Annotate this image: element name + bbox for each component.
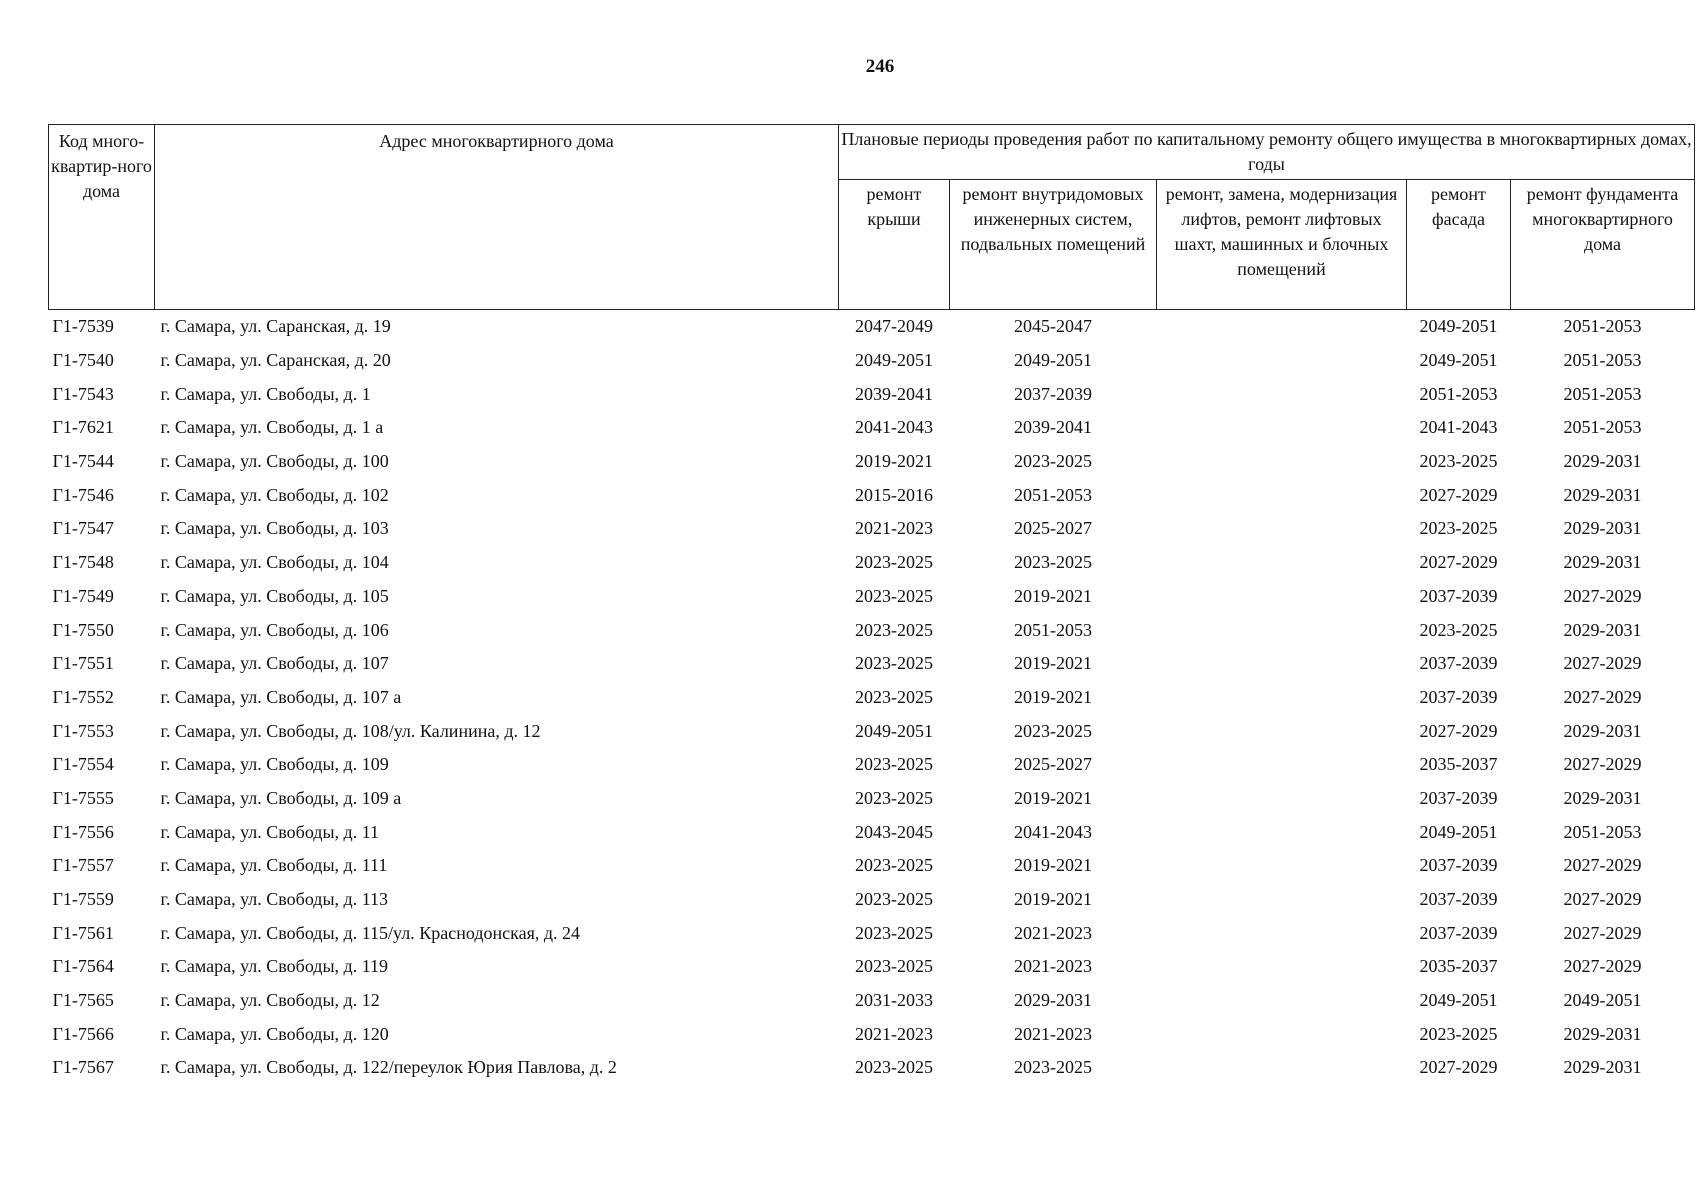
cell-engineering: 2039-2041 bbox=[1014, 417, 1092, 438]
header-row-top bbox=[49, 125, 1695, 180]
cell-address: г. Самара, ул. Свободы, д. 108/ул. Калинина, д. 12 bbox=[160, 720, 541, 741]
cell-code: Г1-7544 bbox=[52, 451, 114, 472]
table-row bbox=[49, 1017, 1695, 1051]
cell-elevators bbox=[1157, 512, 1407, 546]
page-number: 246 bbox=[865, 56, 895, 77]
cell-foundation: 2029-2031 bbox=[1563, 451, 1642, 472]
cell-foundation: 2049-2051 bbox=[1563, 990, 1642, 1011]
cell-roof: 2023-2025 bbox=[855, 787, 933, 808]
cell-facade: 2037-2039 bbox=[1419, 787, 1498, 808]
header-foundation: ремонт фундамента многоквартирного дома bbox=[1511, 180, 1695, 310]
cell-elevators bbox=[1157, 916, 1407, 950]
cell-engineering: 2041-2043 bbox=[1014, 821, 1092, 842]
table-row bbox=[49, 916, 1695, 950]
cell-code: Г1-7548 bbox=[52, 552, 114, 573]
cell-facade: 2051-2053 bbox=[1419, 383, 1498, 404]
cell-foundation: 2051-2053 bbox=[1563, 350, 1642, 371]
cell-facade: 2023-2025 bbox=[1419, 1023, 1498, 1044]
cell-address: г. Самара, ул. Саранская, д. 19 bbox=[160, 316, 391, 337]
cell-facade: 2049-2051 bbox=[1419, 316, 1498, 337]
cell-code: Г1-7557 bbox=[52, 855, 114, 876]
table-row bbox=[49, 613, 1695, 647]
cell-foundation: 2051-2053 bbox=[1563, 417, 1642, 438]
cell-facade: 2049-2051 bbox=[1419, 990, 1498, 1011]
cell-facade: 2037-2039 bbox=[1419, 653, 1498, 674]
cell-elevators bbox=[1157, 782, 1407, 816]
cell-roof: 2023-2025 bbox=[855, 855, 933, 876]
cell-engineering: 2023-2025 bbox=[1014, 1057, 1092, 1078]
cell-address: г. Самара, ул. Свободы, д. 119 bbox=[160, 956, 389, 977]
cell-engineering: 2051-2053 bbox=[1014, 619, 1092, 640]
cell-elevators bbox=[1157, 714, 1407, 748]
cell-engineering: 2023-2025 bbox=[1014, 552, 1092, 573]
header-elevators: ремонт, замена, модернизация лифтов, ремонт лифтовых шахт, машинных и блочных помещений bbox=[1157, 180, 1407, 310]
cell-foundation: 2029-2031 bbox=[1563, 518, 1642, 539]
cell-code: Г1-7564 bbox=[52, 956, 114, 977]
cell-elevators bbox=[1157, 950, 1407, 984]
cell-address: г. Самара, ул. Свободы, д. 104 bbox=[160, 552, 389, 573]
cell-facade: 2027-2029 bbox=[1419, 720, 1498, 741]
cell-code: Г1-7551 bbox=[52, 653, 114, 674]
cell-facade: 2023-2025 bbox=[1419, 518, 1498, 539]
cell-roof: 2031-2033 bbox=[855, 990, 933, 1011]
cell-elevators bbox=[1157, 748, 1407, 782]
cell-foundation: 2051-2053 bbox=[1563, 316, 1642, 337]
cell-elevators bbox=[1157, 613, 1407, 647]
cell-roof: 2019-2021 bbox=[855, 451, 933, 472]
cell-roof: 2039-2041 bbox=[855, 383, 933, 404]
cell-elevators bbox=[1157, 580, 1407, 614]
cell-code: Г1-7559 bbox=[52, 889, 114, 910]
cell-engineering: 2021-2023 bbox=[1014, 922, 1092, 943]
cell-engineering: 2019-2021 bbox=[1014, 855, 1092, 876]
cell-foundation: 2027-2029 bbox=[1563, 889, 1642, 910]
cell-code: Г1-7546 bbox=[52, 484, 114, 505]
cell-roof: 2021-2023 bbox=[855, 518, 933, 539]
cell-address: г. Самара, ул. Саранская, д. 20 bbox=[160, 350, 391, 371]
table-header bbox=[49, 125, 1695, 310]
cell-roof: 2023-2025 bbox=[855, 585, 933, 606]
cell-roof: 2023-2025 bbox=[855, 956, 933, 977]
cell-elevators bbox=[1157, 984, 1407, 1018]
cell-foundation: 2029-2031 bbox=[1563, 787, 1642, 808]
cell-code: Г1-7561 bbox=[52, 922, 114, 943]
cell-elevators bbox=[1157, 647, 1407, 681]
cell-roof: 2043-2045 bbox=[855, 821, 933, 842]
cell-elevators bbox=[1157, 411, 1407, 445]
cell-code: Г1-7621 bbox=[52, 417, 114, 438]
table-row bbox=[49, 883, 1695, 917]
cell-foundation: 2029-2031 bbox=[1563, 552, 1642, 573]
cell-elevators bbox=[1157, 1017, 1407, 1051]
cell-roof: 2023-2025 bbox=[855, 552, 933, 573]
cell-roof: 2023-2025 bbox=[855, 922, 933, 943]
cell-elevators bbox=[1157, 849, 1407, 883]
cell-engineering: 2019-2021 bbox=[1014, 686, 1092, 707]
header-facade: ремонт фасада bbox=[1407, 180, 1511, 310]
table-row bbox=[49, 647, 1695, 681]
cell-facade: 2027-2029 bbox=[1419, 552, 1498, 573]
cell-elevators bbox=[1157, 815, 1407, 849]
header-code: Код много-квартир-ного дома bbox=[49, 125, 155, 310]
cell-foundation: 2027-2029 bbox=[1563, 686, 1642, 707]
table-row bbox=[49, 546, 1695, 580]
cell-facade: 2037-2039 bbox=[1419, 585, 1498, 606]
cell-address: г. Самара, ул. Свободы, д. 106 bbox=[160, 619, 389, 640]
table-row bbox=[49, 815, 1695, 849]
cell-facade: 2023-2025 bbox=[1419, 619, 1498, 640]
cell-foundation: 2027-2029 bbox=[1563, 754, 1642, 775]
cell-address: г. Самара, ул. Свободы, д. 12 bbox=[160, 990, 380, 1011]
cell-facade: 2035-2037 bbox=[1419, 754, 1498, 775]
cell-foundation: 2027-2029 bbox=[1563, 922, 1642, 943]
table-row bbox=[49, 344, 1695, 378]
table-row bbox=[49, 849, 1695, 883]
cell-engineering: 2029-2031 bbox=[1014, 990, 1092, 1011]
cell-foundation: 2029-2031 bbox=[1563, 484, 1642, 505]
table-row bbox=[49, 445, 1695, 479]
cell-engineering: 2025-2027 bbox=[1014, 754, 1092, 775]
cell-code: Г1-7566 bbox=[52, 1023, 114, 1044]
cell-foundation: 2029-2031 bbox=[1563, 1023, 1642, 1044]
header-roof: ремонт крыши bbox=[839, 180, 950, 310]
cell-elevators bbox=[1157, 310, 1407, 344]
cell-address: г. Самара, ул. Свободы, д. 1 а bbox=[160, 417, 384, 438]
table-row bbox=[49, 310, 1695, 344]
cell-address: г. Самара, ул. Свободы, д. 109 а bbox=[160, 787, 402, 808]
cell-code: Г1-7554 bbox=[52, 754, 114, 775]
cell-address: г. Самара, ул. Свободы, д. 122/переулок Юрия Павлова, д. 2 bbox=[160, 1057, 617, 1078]
cell-address: г. Самара, ул. Свободы, д. 11 bbox=[160, 821, 380, 842]
cell-engineering: 2023-2025 bbox=[1014, 720, 1092, 741]
cell-facade: 2049-2051 bbox=[1419, 350, 1498, 371]
cell-facade: 2037-2039 bbox=[1419, 889, 1498, 910]
table-row bbox=[49, 478, 1695, 512]
cell-facade: 2027-2029 bbox=[1419, 1057, 1498, 1078]
cell-code: Г1-7549 bbox=[52, 585, 114, 606]
capital-repair-table bbox=[48, 124, 1695, 1085]
cell-facade: 2037-2039 bbox=[1419, 686, 1498, 707]
table-body bbox=[49, 310, 1695, 1085]
cell-elevators bbox=[1157, 546, 1407, 580]
cell-foundation: 2027-2029 bbox=[1563, 585, 1642, 606]
cell-address: г. Самара, ул. Свободы, д. 107 bbox=[160, 653, 389, 674]
cell-address: г. Самара, ул. Свободы, д. 103 bbox=[160, 518, 389, 539]
cell-address: г. Самара, ул. Свободы, д. 115/ул. Краснодонская, д. 24 bbox=[160, 922, 581, 943]
cell-facade: 2037-2039 bbox=[1419, 855, 1498, 876]
table-row bbox=[49, 411, 1695, 445]
cell-engineering: 2025-2027 bbox=[1014, 518, 1092, 539]
table-row bbox=[49, 377, 1695, 411]
cell-roof: 2041-2043 bbox=[855, 417, 933, 438]
cell-engineering: 2049-2051 bbox=[1014, 350, 1092, 371]
cell-foundation: 2029-2031 bbox=[1563, 1057, 1642, 1078]
cell-address: г. Самара, ул. Свободы, д. 107 а bbox=[160, 686, 402, 707]
cell-roof: 2049-2051 bbox=[855, 350, 933, 371]
cell-elevators bbox=[1157, 445, 1407, 479]
cell-roof: 2023-2025 bbox=[855, 1057, 933, 1078]
cell-address: г. Самара, ул. Свободы, д. 102 bbox=[160, 484, 389, 505]
cell-roof: 2023-2025 bbox=[855, 889, 933, 910]
cell-code: Г1-7553 bbox=[52, 720, 114, 741]
cell-roof: 2023-2025 bbox=[855, 653, 933, 674]
cell-elevators bbox=[1157, 883, 1407, 917]
cell-code: Г1-7547 bbox=[52, 518, 114, 539]
cell-foundation: 2029-2031 bbox=[1563, 720, 1642, 741]
table-row bbox=[49, 714, 1695, 748]
cell-engineering: 2037-2039 bbox=[1014, 383, 1092, 404]
cell-foundation: 2027-2029 bbox=[1563, 956, 1642, 977]
cell-address: г. Самара, ул. Свободы, д. 105 bbox=[160, 585, 389, 606]
cell-facade: 2049-2051 bbox=[1419, 821, 1498, 842]
cell-engineering: 2021-2023 bbox=[1014, 1023, 1092, 1044]
table-row bbox=[49, 984, 1695, 1018]
header-engineering: ремонт внутридомовых инженерных систем, подвальных помещений bbox=[950, 180, 1157, 310]
table-row bbox=[49, 681, 1695, 715]
cell-elevators bbox=[1157, 1051, 1407, 1085]
header-address: Адрес многоквартирного дома bbox=[155, 125, 839, 310]
cell-code: Г1-7567 bbox=[52, 1057, 114, 1078]
cell-roof: 2023-2025 bbox=[855, 754, 933, 775]
cell-facade: 2041-2043 bbox=[1419, 417, 1498, 438]
cell-engineering: 2019-2021 bbox=[1014, 585, 1092, 606]
cell-code: Г1-7552 bbox=[52, 686, 114, 707]
cell-address: г. Самара, ул. Свободы, д. 109 bbox=[160, 754, 389, 775]
cell-roof: 2023-2025 bbox=[855, 619, 933, 640]
cell-facade: 2035-2037 bbox=[1419, 956, 1498, 977]
cell-elevators bbox=[1157, 377, 1407, 411]
cell-foundation: 2029-2031 bbox=[1563, 619, 1642, 640]
cell-facade: 2023-2025 bbox=[1419, 451, 1498, 472]
cell-code: Г1-7550 bbox=[52, 619, 114, 640]
cell-address: г. Самара, ул. Свободы, д. 120 bbox=[160, 1023, 389, 1044]
cell-address: г. Самара, ул. Свободы, д. 1 bbox=[160, 383, 371, 404]
cell-engineering: 2019-2021 bbox=[1014, 787, 1092, 808]
cell-foundation: 2051-2053 bbox=[1563, 821, 1642, 842]
cell-address: г. Самара, ул. Свободы, д. 100 bbox=[160, 451, 389, 472]
cell-address: г. Самара, ул. Свободы, д. 111 bbox=[160, 855, 388, 876]
table-row bbox=[49, 782, 1695, 816]
table-row bbox=[49, 512, 1695, 546]
table-row bbox=[49, 950, 1695, 984]
cell-code: Г1-7556 bbox=[52, 821, 114, 842]
cell-roof: 2021-2023 bbox=[855, 1023, 933, 1044]
cell-elevators bbox=[1157, 681, 1407, 715]
cell-elevators bbox=[1157, 478, 1407, 512]
header-planned-periods: Плановые периоды проведения работ по капитальному ремонту общего имущества в многоквартирных домах, годы bbox=[839, 125, 1695, 180]
cell-engineering: 2019-2021 bbox=[1014, 653, 1092, 674]
cell-code: Г1-7565 bbox=[52, 990, 114, 1011]
cell-roof: 2049-2051 bbox=[855, 720, 933, 741]
cell-engineering: 2045-2047 bbox=[1014, 316, 1092, 337]
cell-foundation: 2027-2029 bbox=[1563, 855, 1642, 876]
cell-code: Г1-7539 bbox=[52, 316, 114, 337]
cell-facade: 2027-2029 bbox=[1419, 484, 1498, 505]
cell-code: Г1-7555 bbox=[52, 787, 114, 808]
cell-engineering: 2051-2053 bbox=[1014, 484, 1092, 505]
cell-elevators bbox=[1157, 344, 1407, 378]
cell-facade: 2037-2039 bbox=[1419, 922, 1498, 943]
table-row bbox=[49, 748, 1695, 782]
cell-roof: 2015-2016 bbox=[855, 484, 933, 505]
cell-code: Г1-7540 bbox=[52, 350, 114, 371]
cell-roof: 2023-2025 bbox=[855, 686, 933, 707]
table-row bbox=[49, 580, 1695, 614]
cell-engineering: 2019-2021 bbox=[1014, 889, 1092, 910]
cell-foundation: 2027-2029 bbox=[1563, 653, 1642, 674]
cell-foundation: 2051-2053 bbox=[1563, 383, 1642, 404]
cell-address: г. Самара, ул. Свободы, д. 113 bbox=[160, 889, 389, 910]
cell-roof: 2047-2049 bbox=[855, 316, 933, 337]
cell-code: Г1-7543 bbox=[52, 383, 114, 404]
cell-engineering: 2021-2023 bbox=[1014, 956, 1092, 977]
cell-engineering: 2023-2025 bbox=[1014, 451, 1092, 472]
table-row bbox=[49, 1051, 1695, 1085]
